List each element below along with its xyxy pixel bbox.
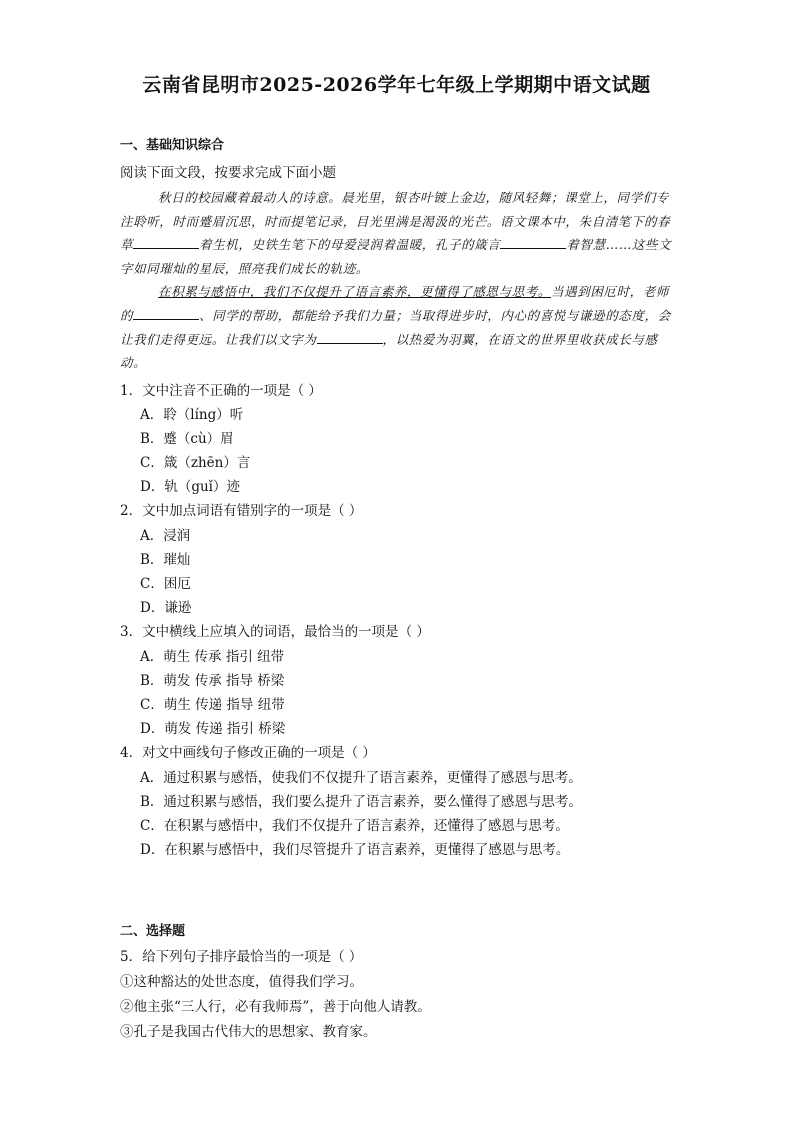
option: C．箴（zhēn）言 — [140, 455, 251, 471]
option: A．通过积累与感悟，使我们不仅提升了语言素养，更懂得了感恩与思考。 — [140, 770, 582, 786]
fill-blank — [317, 329, 383, 344]
option: A．聆（líng）听 — [140, 407, 244, 423]
option: B．蹙（cù）眉 — [140, 431, 234, 447]
passage-paragraph-2 — [120, 280, 680, 374]
option: A．浸润 — [140, 528, 191, 544]
fill-blank — [133, 234, 199, 249]
passage-text: 、同学的帮助，都能给予我们力量；当取得进步时，内心的喜悦与谦逊的态度，会让我们走得更远。让我们以文字为 — [120, 307, 671, 347]
question-stem: 3．文中横线上应填入的词语，最恰当的一项是（ ） — [120, 624, 430, 640]
option: C．萌生 传递 指导 纽带 — [140, 697, 285, 713]
option: D．萌发 传递 指引 桥梁 — [140, 721, 286, 737]
underlined-sentence: 在积累与感悟中，我们不仅提升了语言素养，更懂得了感恩与思考。 — [158, 284, 552, 300]
fill-blank — [133, 305, 199, 320]
sentence-item: ③孔子是我国古代伟大的思想家、教育家。 — [120, 1024, 377, 1040]
passage-paragraph-1 — [120, 186, 680, 280]
option: D．谦逊 — [140, 600, 192, 616]
option: A．萌生 传承 指引 纽带 — [140, 649, 285, 665]
option: D．轨（guǐ）迹 — [140, 479, 240, 495]
question-stem: 2．文中加点词语有错别字的一项是（ ） — [120, 503, 363, 519]
option: B．萌发 传承 指导 桥梁 — [140, 673, 285, 689]
passage-text: ，以热爱为羽翼，在语文的世界里收获成长与感动。 — [120, 331, 658, 371]
option: C．在积累与感悟中，我们不仅提升了语言素养，还懂得了感恩与思考。 — [140, 818, 569, 834]
passage-text: 当遇到困厄时，老师的 — [120, 284, 669, 323]
fill-blank — [500, 234, 566, 249]
option: D．在积累与感悟中，我们尽管提升了语言素养，更懂得了感恩与思考。 — [140, 842, 570, 858]
section-heading-2: 二、选择题 — [120, 924, 186, 939]
option: C．困厄 — [140, 576, 191, 592]
option: B．通过积累与感悟，我们要么提升了语言素养，要么懂得了感恩与思考。 — [140, 794, 582, 810]
option: B．璀灿 — [140, 552, 191, 568]
sentence-item: ①这种豁达的处世态度，值得我们学习。 — [120, 974, 363, 990]
passage-text: 着生机，史铁生笔下的母爱浸润着温暖，孔子的箴言 — [199, 237, 501, 253]
question-stem: 1．文中注音不正确的一项是（ ） — [120, 383, 322, 399]
passage-text: 秋日的校园藏着最动人的诗意。晨光里，银杏叶镀上金边，随风轻舞；课堂上，同学们专注聆听，时而蹙眉沉思，时而提笔记录，目光里满是渴汲的光芒。语文课本中，朱自清笔下的春草 — [120, 190, 671, 253]
question-stem: 5．给下列句子排序最恰当的一项是（ ） — [120, 949, 363, 965]
page-title: 云南省昆明市2025-2026学年七年级上学期期中语文试题 — [142, 74, 651, 96]
section-heading-1: 一、基础知识综合 — [120, 138, 225, 153]
passage-text: 着智慧……这些文字如同璀灿的星辰，照亮我们成长的轨迹。 — [120, 237, 672, 276]
question-stem: 4．对文中画线句子修改正确的一项是（ ） — [120, 745, 376, 761]
sentence-item: ②他主张“三人行，必有我师焉”，善于向他人请教。 — [120, 999, 431, 1015]
instruction: 阅读下面文段，按要求完成下面小题 — [120, 165, 336, 181]
reading-passage — [120, 186, 680, 375]
